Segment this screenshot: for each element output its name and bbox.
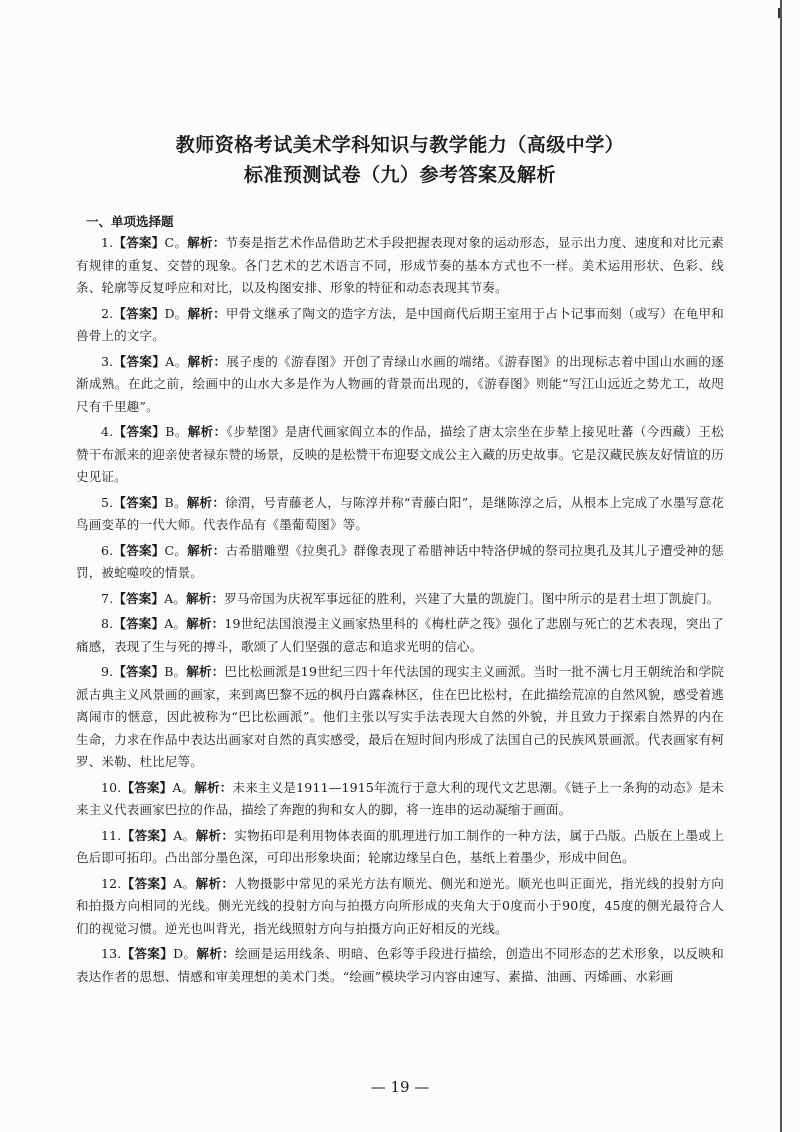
- analysis-label: 解析：: [196, 946, 236, 961]
- question-number: 2.: [101, 305, 114, 321]
- document-subtitle: 标准预测试卷（九）参考答案及解析: [243, 164, 556, 186]
- document-page: [76, 130, 724, 991]
- answer-item: [76, 943, 724, 988]
- analysis-label: 解析：: [187, 235, 226, 250]
- analysis-label: 解析：: [194, 779, 233, 795]
- answer-choice: A。: [164, 590, 187, 606]
- question-number: 6.: [101, 542, 114, 558]
- analysis-text: 古希腊雕塑《拉奥孔》群像表现了希腊神话中特洛伊城的祭司拉奥孔及其儿子遭受神的惩罚，被蛇噬咬的情景。: [76, 542, 724, 580]
- answer-label: 【答案】: [121, 875, 174, 891]
- analysis-text: 节奏是指艺术作品借助艺术手段把握表现对象的运动形态，显示出力度、速度和对比元素有规律的重复、交替的现象。各门艺术的艺术语言不同，形成节奏的基本方式也不一样。美术运用形状、色彩、线条、轮廓等反复呼应和对比，以及构图安排、形象的特征和动态表现其节奏。: [76, 235, 724, 295]
- analysis-label: 解析：: [186, 664, 225, 679]
- answer-choice: D。: [173, 946, 197, 961]
- question-number: 7.: [101, 590, 114, 606]
- analysis-text: 甲骨文继承了陶文的造字方法，是中国商代后期王室用于占卜记事而刻（或写）在龟甲和兽骨上的文字。: [76, 305, 724, 343]
- answer-label: 【答案】: [113, 353, 166, 369]
- analysis-label: 解析：: [187, 424, 227, 439]
- analysis-label: 解析：: [186, 590, 225, 606]
- answer-label: 【答案】: [113, 542, 165, 558]
- answer-choice: A。: [173, 875, 196, 891]
- answer-label: 【答案】: [113, 305, 165, 321]
- question-number: 4.: [101, 424, 114, 439]
- answer-label: 【答案】: [113, 664, 165, 679]
- analysis-label: 解析：: [195, 875, 235, 891]
- answer-item: [76, 351, 724, 419]
- analysis-label: 解析：: [186, 616, 225, 631]
- page-edge-mark: [778, 8, 788, 18]
- answer-item: [76, 232, 724, 300]
- answer-item: [76, 661, 724, 774]
- answer-item: [76, 873, 724, 941]
- page-number: — 19 —: [370, 1078, 430, 1096]
- analysis-text: 《步辇图》是唐代画家阎立本的作品，描绘了唐太宗坐在步辇上接见吐蕃（今西藏）王松赞干布派来的迎亲使者禄东赞的场景，反映的是松赞干布迎娶文成公主入藏的历史故事。它是汉藏民族友好情谊的历史见证。: [76, 424, 724, 484]
- answer-choice: B。: [164, 664, 187, 679]
- analysis-label: 解析：: [187, 305, 226, 321]
- analysis-text: 展子虔的《游春图》开创了青绿山水画的端绪。《游春图》的出现标志着中国山水画的逐渐成熟。在此之前，绘画中的山水大多是作为人物画的背景而出现的，《游春图》则能“写江山远近之势尤工，故咫尺有千里趣”。: [76, 353, 724, 414]
- answer-item: [76, 540, 724, 585]
- section-heading: 一、单项选择题: [86, 214, 174, 229]
- answer-item: [76, 825, 724, 870]
- answer-choice: D。: [164, 305, 188, 321]
- analysis-label: 解析：: [187, 542, 226, 558]
- analysis-text: 巴比松画派是19世纪三四十年代法国的现实主义画派。当时一批不满七月王朝统治和学院派古典主义风景画的画家，来到离巴黎不远的枫丹白露森林区，住在巴比松村，在此描绘荒凉的自然风貌，感受着逃离闹市的惬意，因此被称为“巴比松画派”。他们主张以写实手法表现大自然的外貌，并且致力于探索自然界的内在生命，力求在作品中表达出画家对自然的真实感受，最后在短时间内形成了法国自己的民族风景画派。代表画家有柯罗、米勒、杜比尼等。: [76, 664, 724, 769]
- answer-item: [76, 492, 724, 537]
- analysis-text: 未来主义是1911—1915年流行于意大利的现代文艺思潮。《链子上一条狗的动态》是未来主义代表画家巴拉的作品，描绘了奔跑的狗和女人的脚，将一连串的运动凝缩于画面。: [76, 779, 724, 817]
- answer-choice: A。: [164, 616, 187, 631]
- answer-item: [76, 421, 724, 489]
- question-number: 10.: [101, 779, 122, 795]
- answer-label: 【答案】: [121, 946, 174, 961]
- answer-item: [76, 303, 724, 348]
- analysis-text: 罗马帝国为庆祝军事远征的胜利，兴建了大量的凯旋门。图中所示的是君士坦丁凯旋门。: [224, 590, 720, 606]
- question-number: 5.: [101, 494, 114, 510]
- analysis-label: 解析：: [187, 353, 227, 369]
- answer-item: [76, 588, 724, 611]
- answer-label: 【答案】: [113, 235, 165, 250]
- analysis-text: 19世纪法国浪漫主义画家热里科的《梅杜萨之筏》强化了悲剧与死亡的艺术表现，突出了痛感，表现了生与死的搏斗，歌颂了人们坚强的意志和追求光明的信心。: [76, 616, 724, 654]
- answer-label: 【答案】: [113, 590, 165, 606]
- page-edge-line: [780, 0, 782, 1132]
- answer-label: 【答案】: [113, 616, 165, 631]
- answer-choice: C。: [164, 542, 188, 558]
- question-number: 1.: [101, 235, 114, 250]
- analysis-label: 解析：: [195, 827, 235, 843]
- answer-choice: C。: [164, 235, 188, 250]
- analysis-text: 人物摄影中常见的采光方法有顺光、侧光和逆光。顺光也叫正面光，指光线的投射方向和拍摄方向相同的光线。侧光光线的投射方向与拍摄方向所形成的夹角大于0度而小于90度，45度的侧光最符合人们的视觉习惯。逆光也叫背光，指光线照射方向与拍摄方向正好相反的光线。: [76, 875, 724, 936]
- answer-label: 【答案】: [113, 424, 166, 439]
- analysis-text: 实物拓印是利用物体表面的肌理进行加工制作的一种方法，属于凸版。凸版在上墨或上色后即可拓印。凸出部分墨色深，可印出形象块面；轮廓边缘呈白色，基纸上着墨少，形成中间色。: [76, 827, 724, 865]
- answer-label: 【答案】: [113, 494, 165, 510]
- analysis-text: 绘画是运用线条、明暗、色彩等手段进行描绘，创造出不同形态的艺术形象，以反映和表达作者的思想、情感和审美理想的美术门类。“绘画”模块学习内容由速写、素描、油画、丙烯画、水彩画: [76, 946, 724, 984]
- answer-item: [76, 777, 724, 822]
- question-number: 3.: [101, 353, 114, 369]
- question-number: 9.: [101, 664, 114, 679]
- question-number: 13.: [101, 946, 122, 961]
- answer-choice: B。: [165, 424, 188, 439]
- answer-choice: A。: [165, 353, 188, 369]
- answer-choice: A。: [172, 779, 195, 795]
- answer-choice: B。: [164, 494, 187, 510]
- question-number: 11.: [101, 827, 122, 843]
- answer-item: [76, 613, 724, 658]
- answer-label: 【答案】: [121, 827, 174, 843]
- analysis-label: 解析：: [186, 494, 226, 510]
- document-title: 教师资格考试美术学科知识与教学能力（高级中学）: [175, 134, 625, 156]
- question-number: 8.: [101, 616, 114, 631]
- question-number: 12.: [101, 875, 122, 891]
- analysis-text: 徐渭，号青藤老人，与陈淳并称“青藤白阳”，是继陈淳之后，从根本上完成了水墨写意花鸟画变革的一代大师。代表作品有《墨葡萄图》等。: [76, 494, 724, 532]
- question-list: [76, 232, 724, 988]
- answer-choice: A。: [173, 827, 196, 843]
- answer-label: 【答案】: [121, 779, 173, 795]
